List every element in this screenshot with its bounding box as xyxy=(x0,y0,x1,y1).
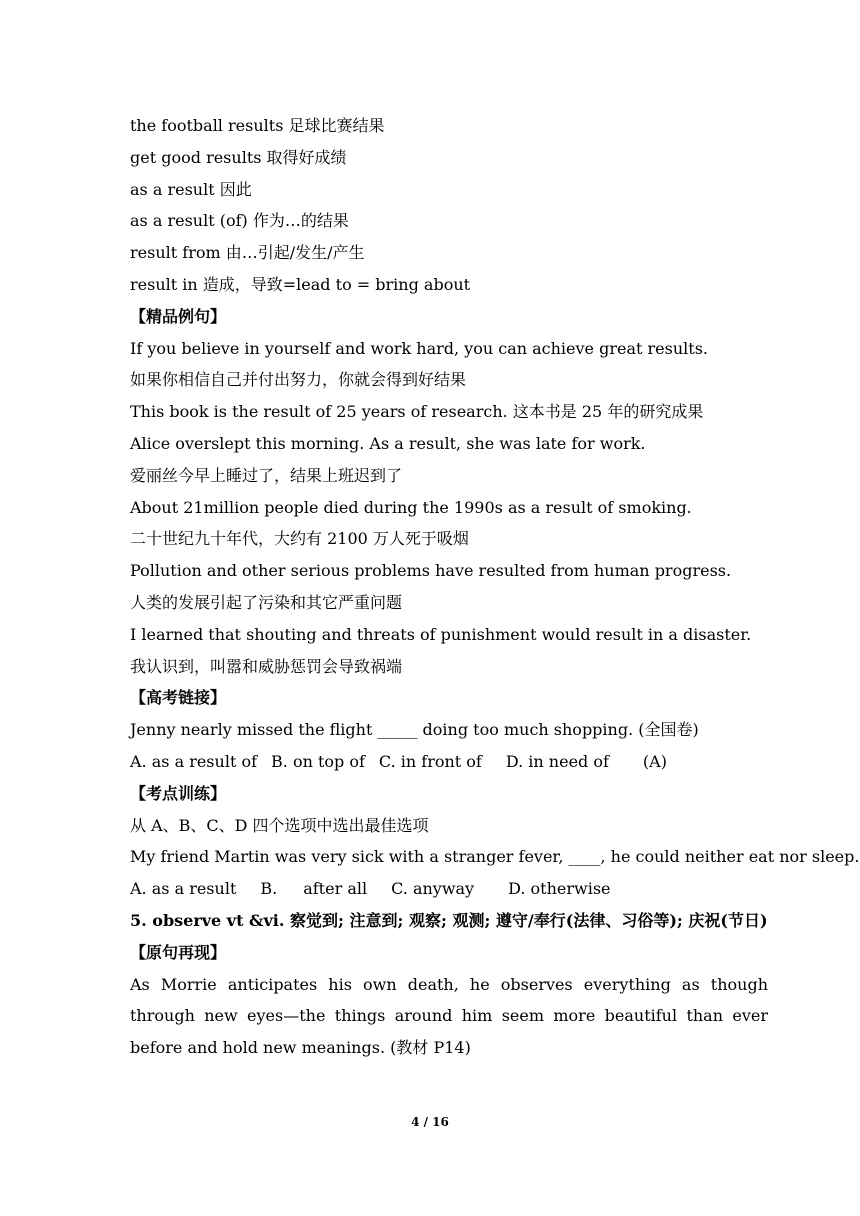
training-options xyxy=(130,873,768,905)
training-option-a: A. as a result xyxy=(130,879,237,899)
heading-training: 【考点训练】 xyxy=(130,783,227,803)
gaokao-answer: (A) xyxy=(642,751,667,771)
gaokao-question: Jenny nearly missed the flight _____ doing too much shopping. (全国卷) xyxy=(130,720,699,740)
gaokao-options xyxy=(130,746,768,778)
phrase-line-6: result in 造成，导致=lead to = bring about xyxy=(130,274,471,294)
phrase-line-1: the football results 足球比赛结果 xyxy=(130,116,385,135)
example-line-6: About 21million people died during the 1990s as a result of smoking. xyxy=(130,497,692,517)
example-line-11: 我认识到，叫嚣和威胁惩罚会导致祸端 xyxy=(130,656,403,676)
gaokao-option-d: D. in need of xyxy=(505,751,609,771)
example-line-2: 如果你相信自己并付出努力，你就会得到好结果 xyxy=(130,370,467,390)
training-option-b: B. xyxy=(260,879,278,899)
phrase-line-3: as a result 因此 xyxy=(130,179,252,199)
original-sentence: As Morrie anticipates his own death, he observes everything as though through new eyes—the things around him seem more beautiful than ever before and hold new meanings. (教材 P14) xyxy=(130,974,768,1058)
entry-title: 5. observe vt &vi. 察觉到; 注意到; 观察; 观测; 遵守/奉行(法律、习俗等); 庆祝(节日) xyxy=(130,910,768,930)
example-line-3: This book is the result of 25 years of research. 这本书是 25 年的研究成果 xyxy=(130,402,704,422)
example-line-10: I learned that shouting and threats of punishment would result in a disaster. xyxy=(130,624,752,644)
heading-examples: 【精品例句】 xyxy=(130,306,227,326)
example-line-4: Alice overslept this morning. As a result, she was late for work. xyxy=(130,433,646,453)
phrase-line-5: result from 由…引起/发生/产生 xyxy=(130,243,365,263)
document-body xyxy=(130,110,860,1064)
training-instruction: 从 A、B、C、D 四个选项中选出最佳选项 xyxy=(130,815,429,835)
training-option-d: D. otherwise xyxy=(508,879,611,899)
example-line-5: 爱丽丝今早上睡过了，结果上班迟到了 xyxy=(130,465,403,485)
phrase-line-2: get good results 取得好成绩 xyxy=(130,147,347,167)
example-line-7: 二十世纪九十年代，大约有 2100 万人死于吸烟 xyxy=(130,529,469,549)
gaokao-option-c: C. in front of xyxy=(378,751,482,771)
example-line-9: 人类的发展引起了污染和其它严重问题 xyxy=(130,592,403,612)
heading-original: 【原句再现】 xyxy=(130,942,227,962)
training-option-c: C. anyway xyxy=(391,879,475,899)
phrase-line-4: as a result (of) 作为…的结果 xyxy=(130,211,349,231)
training-option-b-text: after all xyxy=(303,879,368,899)
gaokao-option-a: A. as a result of xyxy=(130,751,258,771)
heading-gaokao: 【高考链接】 xyxy=(130,688,227,708)
example-line-1: If you believe in yourself and work hard, you can achieve great results. xyxy=(130,338,708,358)
page-number: 4 / 16 xyxy=(411,1115,449,1129)
example-line-8: Pollution and other serious problems have resulted from human progress. xyxy=(130,561,732,581)
gaokao-option-b: B. on top of xyxy=(271,751,365,771)
training-question: My friend Martin was very sick with a stranger fever, ____, he could neither eat nor sleep. xyxy=(130,847,860,867)
